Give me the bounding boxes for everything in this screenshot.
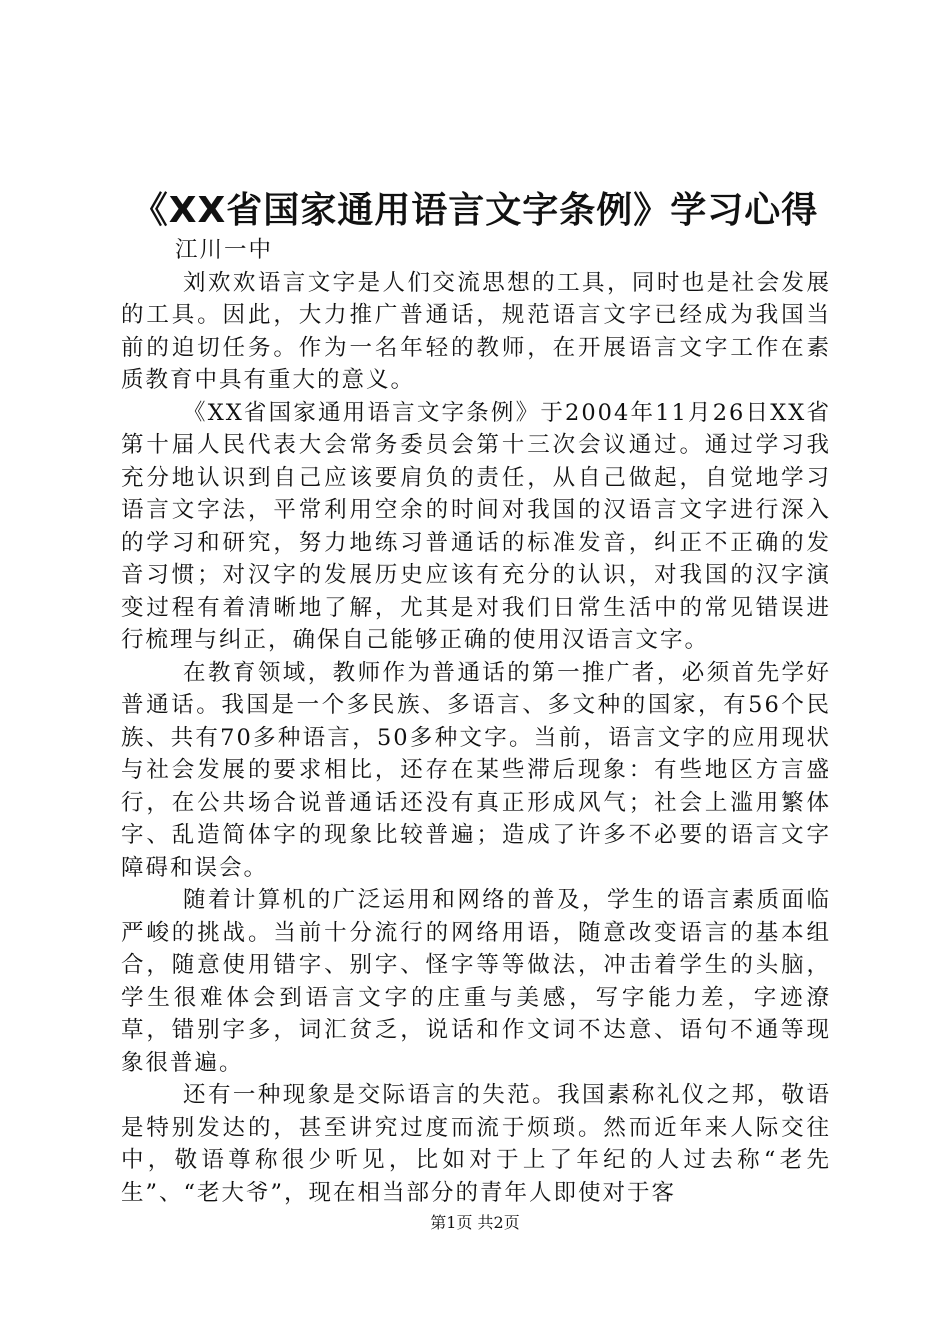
paragraph-4: 随着计算机的广泛运用和网络的普及，学生的语言素质面临严峻的挑战。当前十分流行的网络用语，随意改变语言的基本组合，随意使用错字、别字、怪字等等做法，冲击着学生的头脑，学生很难体会到语言文字的庄重与美感，写字能力差，字迹潦草，错别字多，词汇贫乏，说话和作文词不达意、语句不通等现象很普遍。 [121,887,831,1076]
paragraph-3: 在教育领域，教师作为普通话的第一推广者，必须首先学好普通话。我国是一个多民族、多语言、多文种的国家，有56个民族、共有70多种语言，50多种文字。当前，语言文字的应用现状与社会发展的要求相比，还存在某些滞后现象：有些地区方言盛行，在公共场合说普通话还没有真正形成风气；社会上滥用繁体字、乱造简体字的现象比较普遍；造成了许多不必要的语言文字障碍和误会。 [121,659,831,881]
paragraph-1: 刘欢欢语言文字是人们交流思想的工具，同时也是社会发展的工具。因此，大力推广普通话，规范语言文字已经成为我国当前的迫切任务。作为一名年轻的教师，在开展语言文字工作在素质教育中具有重大的意义。 [121,269,831,393]
paragraph-2: 《XX省国家通用语言文字条例》于2004年11月26日XX省第十届人民代表大会常务委员会第十三次会议通过。通过学习我充分地认识到自己应该要肩负的责任，从自己做起，自觉地学习语言文字法，平常利用空余的时间对我国的汉语言文字进行深入的学习和研究，努力地练习普通话的标准发音，纠正不正确的发音习惯；对汉字的发展历史应该有充分的认识，对我国的汉字演变过程有着清晰地了解，尤其是对我们日常生活中的常见错误进行梳理与纠正，确保自己能够正确的使用汉语言文字。 [121,399,831,653]
page-footer: 第1页 共2页 [430,1213,520,1232]
paragraph-5: 还有一种现象是交际语言的失范。我国素称礼仪之邦，敬语是特别发达的，甚至讲究过度而流于烦琐。然而近年来人际交往中，敬语尊称很少听见，比如对于上了年纪的人过去称“老先生”、“老大爷”，现在相当部分的青年人即使对于客 [121,1082,831,1206]
author-line: 江川一中 [175,237,274,263]
document-title: 《XX省国家通用语言文字条例》学习心得 [131,190,819,231]
document-body [121,234,831,1209]
